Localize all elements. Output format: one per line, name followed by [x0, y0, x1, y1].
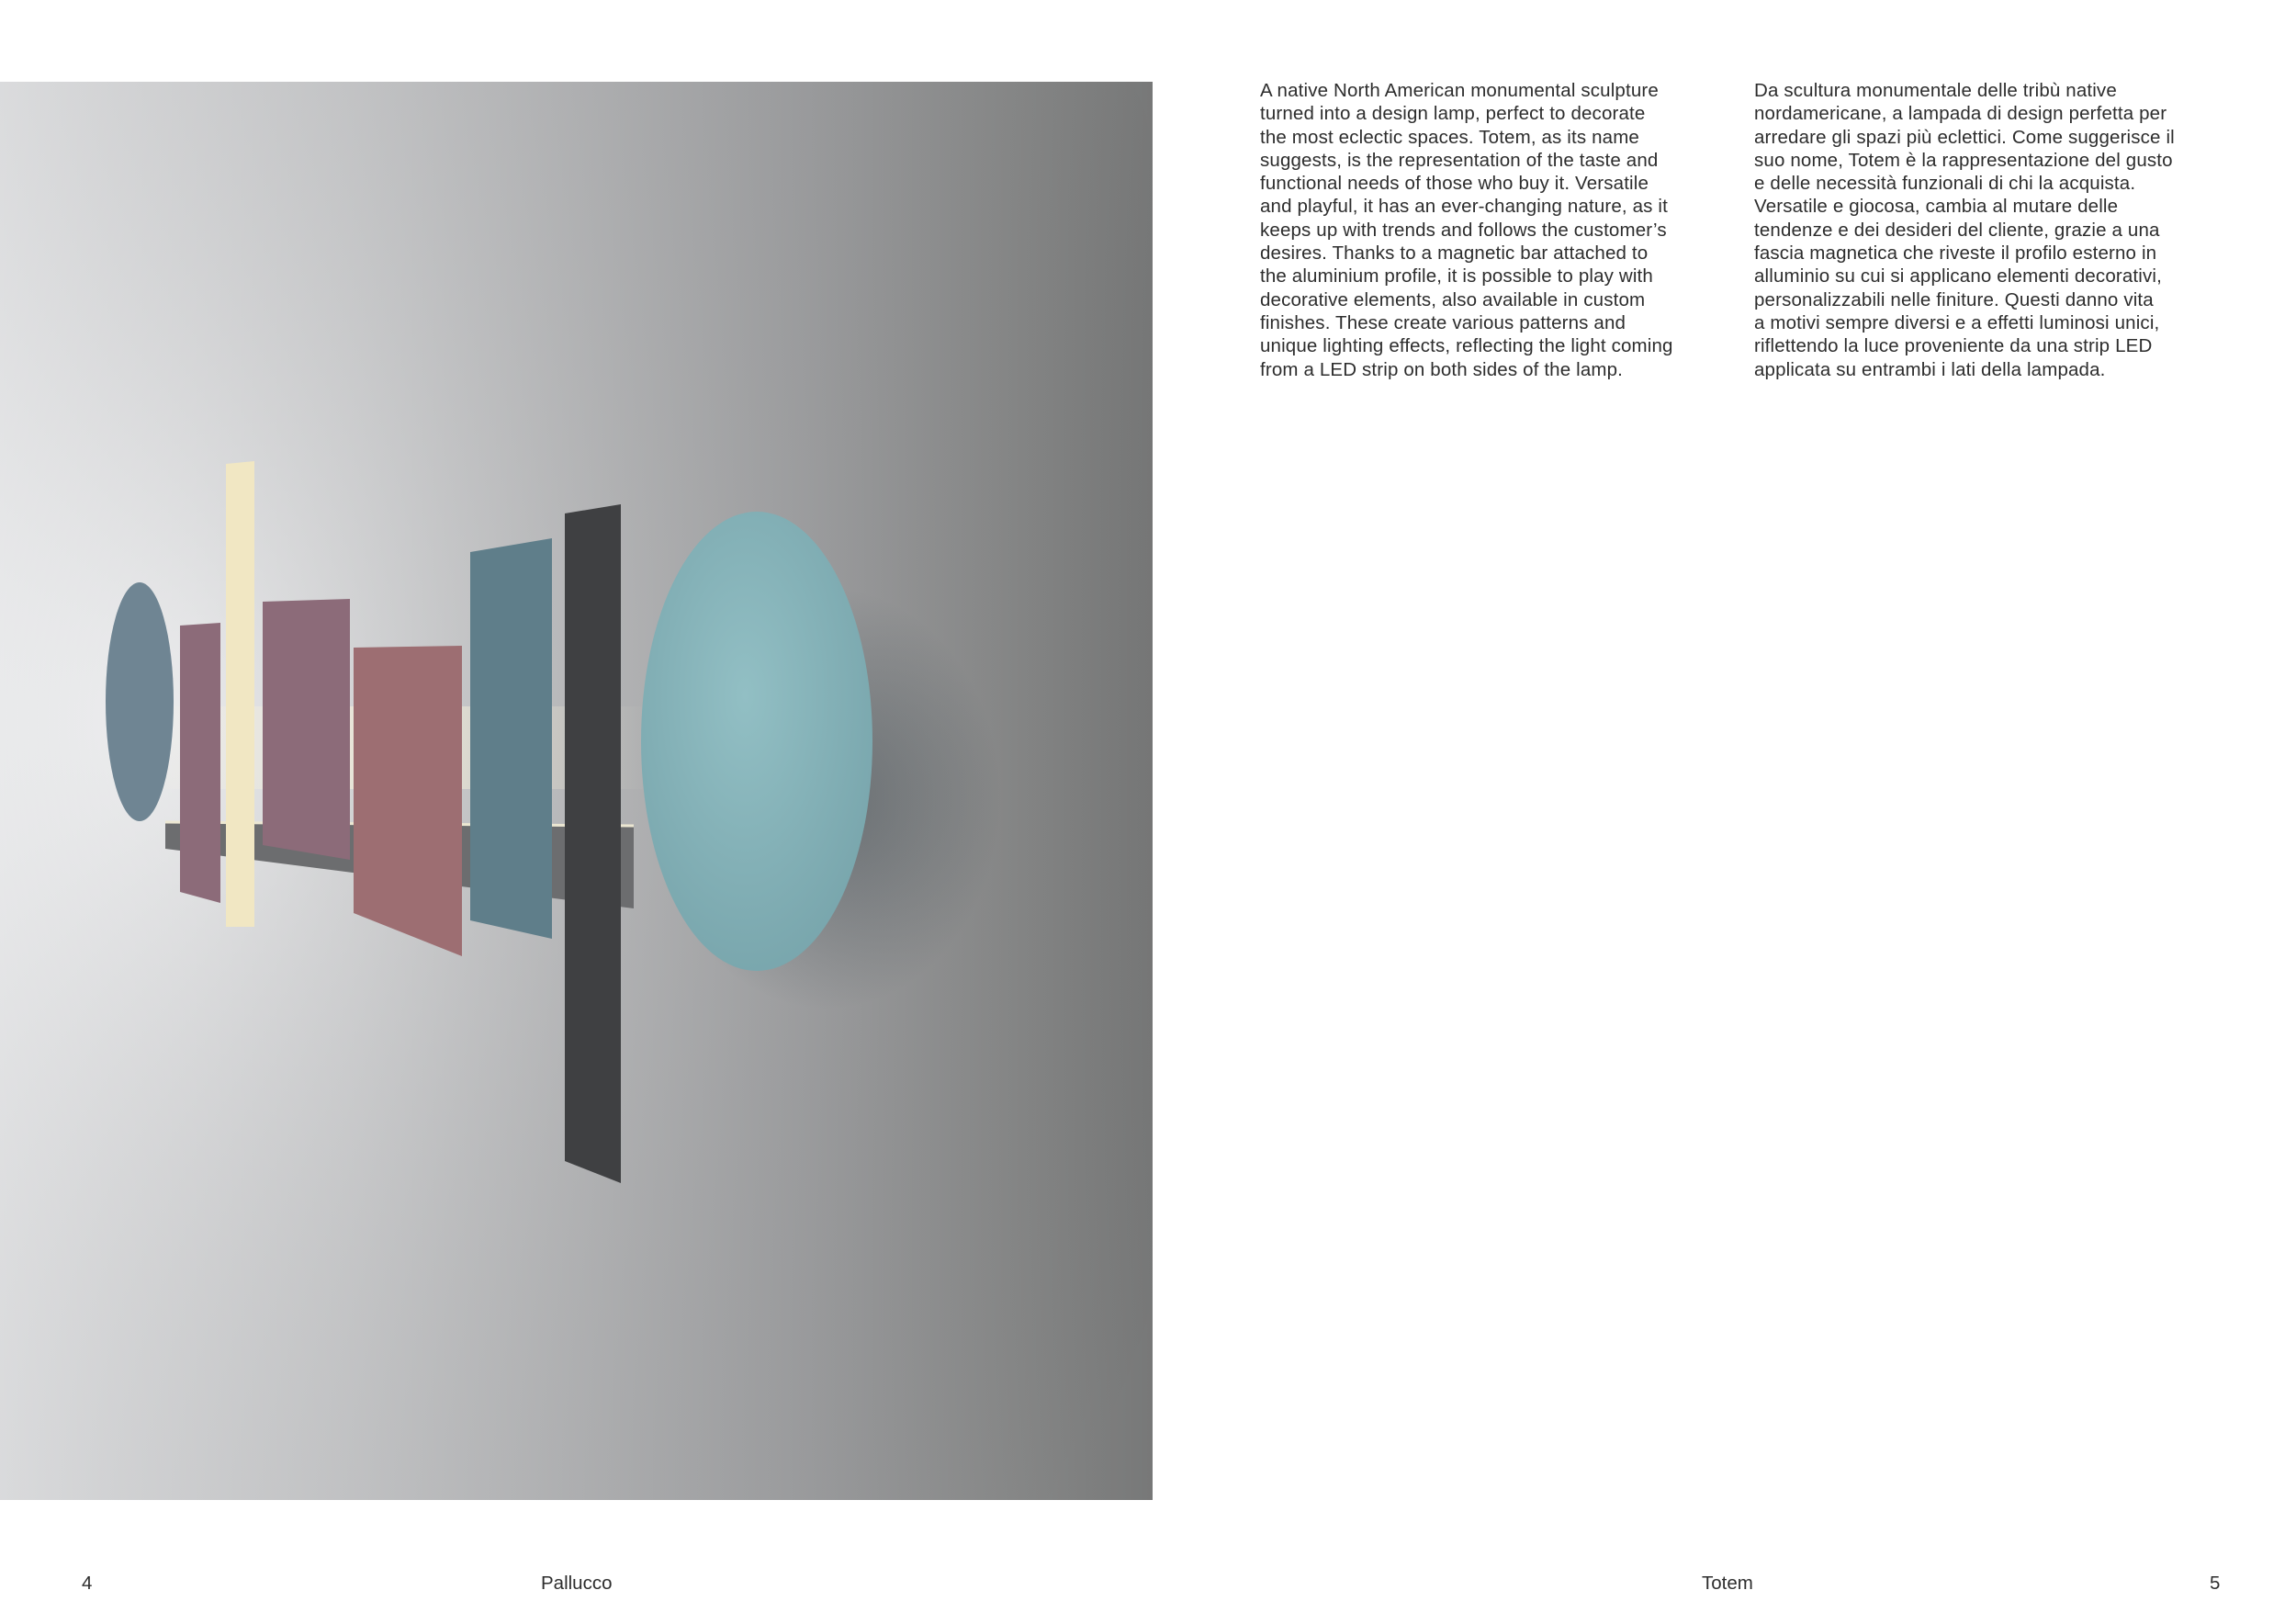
text-line: Da scultura monumentale delle tribù native — [1754, 80, 2117, 101]
totem-lamp-illustration — [0, 82, 1153, 1500]
brand-name: Pallucco — [541, 1573, 613, 1594]
text-line: and playful, it has an ever-changing nature, as it — [1260, 196, 1668, 218]
description-italian — [1754, 79, 2232, 381]
light-bar — [226, 461, 254, 927]
text-line: keeps up with trends and follows the customer’s — [1260, 219, 1667, 241]
panel-pink — [354, 646, 462, 956]
panel-teal — [470, 538, 552, 939]
text-line: suggests, is the representation of the taste and — [1260, 149, 1659, 171]
text-line: tendenze e dei desideri del cliente, grazie a una — [1754, 219, 2160, 241]
text-line: suo nome, Totem è la rappresentazione del gusto — [1754, 149, 2173, 171]
description-english — [1260, 79, 1728, 381]
small-disc — [106, 582, 174, 821]
text-line: from a LED strip on both sides of the lamp. — [1260, 358, 1623, 380]
text-line: the aluminium profile, it is possible to play with — [1260, 265, 1653, 288]
text-line: riflettendo la luce proveniente da una strip LED — [1754, 335, 2153, 357]
text-line: personalizzabili nelle finiture. Questi danno vita — [1754, 288, 2154, 310]
text-line: the most eclectic spaces. Totem, as its name — [1260, 126, 1639, 148]
product-name: Totem — [1702, 1573, 1753, 1594]
panel-mauve — [263, 599, 350, 860]
text-line: a motivi sempre diversi e a effetti luminosi unici, — [1754, 311, 2160, 333]
large-disc — [641, 512, 872, 971]
text-line: turned into a design lamp, perfect to decorate — [1260, 103, 1646, 125]
text-line: applicata su entrambi i lati della lampada. — [1754, 358, 2106, 380]
product-photo — [0, 82, 1153, 1500]
text-line: functional needs of those who buy it. Versatile — [1260, 173, 1649, 195]
text-line: arredare gli spazi più eclettici. Come suggerisce il — [1754, 126, 2175, 148]
panel-charcoal — [565, 504, 621, 1183]
text-line: fascia magnetica che riveste il profilo esterno in — [1754, 242, 2157, 265]
text-line: alluminio su cui si applicano elementi decorativi, — [1754, 265, 2162, 288]
text-line: nordamericane, a lampada di design perfetta per — [1754, 103, 2167, 125]
text-line: desires. Thanks to a magnetic bar attached to — [1260, 242, 1649, 265]
text-line: finishes. These create various patterns and — [1260, 311, 1626, 333]
text-line: e delle necessità funzionali di chi la acquista. — [1754, 173, 2136, 195]
text-line: unique lighting effects, reflecting the light coming — [1260, 335, 1673, 357]
page-number-left: 4 — [82, 1573, 93, 1594]
page-number-right: 5 — [2210, 1573, 2221, 1594]
text-line: A native North American monumental sculpture — [1260, 80, 1659, 101]
text-line: Versatile e giocosa, cambia al mutare delle — [1754, 196, 2119, 218]
text-line: decorative elements, also available in custom — [1260, 288, 1646, 310]
panel-mauve-small — [180, 623, 220, 903]
